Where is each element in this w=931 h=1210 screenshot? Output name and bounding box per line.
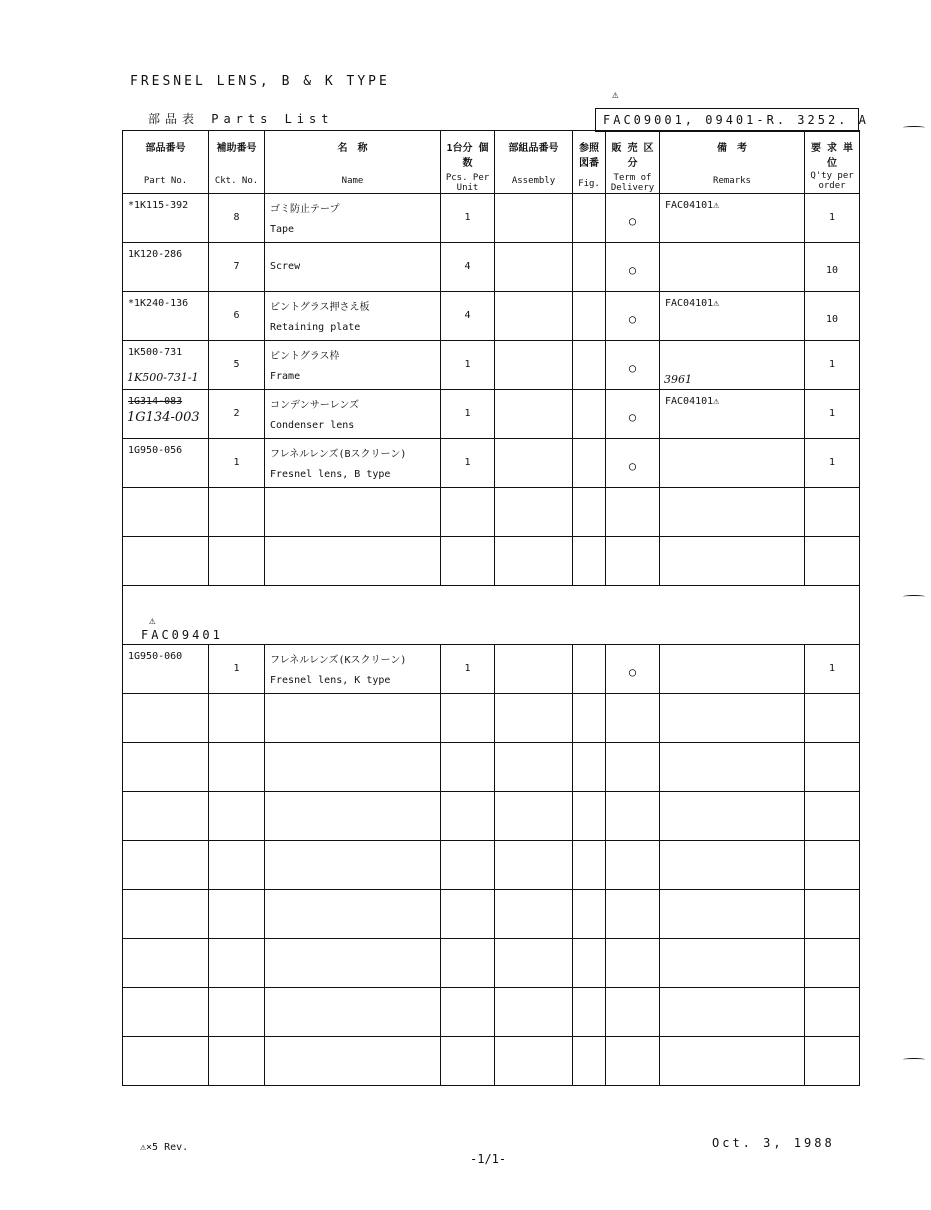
empty-row (123, 792, 860, 841)
table-row: 1G950-060 1 フレネルレンズ(Kスクリーン) Fresnel lens, K type 1 ○ 1 (123, 645, 860, 694)
table-row: *1K115-392 8 ゴミ防止テープ Tape 1 ○ FAC04101⚠ 1 (123, 194, 860, 243)
col-remarks: 備 考 Remarks (660, 131, 805, 194)
document-date: Oct. 3, 1988 (712, 1136, 835, 1150)
binder-mark (903, 126, 925, 129)
col-qty-per-order: 要 求 単 位 Q'ty per order (805, 131, 860, 194)
col-term-of-delivery: 販 売 区 分 Term of Delivery (606, 131, 660, 194)
document-title: FRESNEL LENS, B & K TYPE (130, 74, 390, 89)
col-assembly: 部組品番号 Assembly (495, 131, 573, 194)
empty-row (123, 1037, 860, 1086)
table-row: 1K120-286 7 Screw 4 ○ 10 (123, 243, 860, 292)
binder-mark (903, 595, 925, 598)
table-row: *1K240-136 6 ピントグラス押さえ板 Retaining plate 4 ○ FAC04101⚠ 10 (123, 292, 860, 341)
handwritten-part-note: 1G134-003 (127, 410, 200, 425)
table-row: 1K500-731 1K500-731-1 5 ピントグラス枠 Frame 1 ○ 3961 1 (123, 341, 860, 390)
table-row: 1G314-083 1G134-003 2 コンデンサーレンズ Condenser lens 1 ○ FAC04101⚠ 1 (123, 390, 860, 439)
empty-row (123, 841, 860, 890)
section-code: FAC09401 (141, 628, 223, 642)
col-fig: 参照 図番 Fig. (573, 131, 606, 194)
empty-row (123, 537, 860, 586)
handwritten-remark: 3961 (664, 373, 692, 386)
page-number: -1/1- (470, 1152, 507, 1166)
empty-row (123, 694, 860, 743)
empty-row (123, 939, 860, 988)
col-part-no: 部品番号 Part No. (123, 131, 209, 194)
handwritten-part-note: 1K500-731-1 (127, 371, 199, 384)
empty-row (123, 988, 860, 1037)
document-number: FAC09001, 09401-R. 3252. A (603, 113, 869, 127)
table-row: 1G950-056 1 フレネルレンズ(Bスクリーン) Fresnel lens, B type 1 ○ 1 (123, 439, 860, 488)
col-pcs-per-unit: 1台分 個 数 Pcs. Per Unit (441, 131, 495, 194)
revision-mark: ⚠ (612, 88, 619, 101)
section-revision-mark: ⚠ (149, 614, 156, 627)
col-ckt-no: 補助番号 Ckt. No. (209, 131, 265, 194)
col-name: 名 称 Name (265, 131, 441, 194)
section-divider (123, 586, 860, 645)
empty-row (123, 890, 860, 939)
binder-mark (903, 1058, 925, 1061)
empty-row (123, 743, 860, 792)
parts-list-subtitle: 部品表 Parts List (148, 112, 334, 126)
revision-count: ⚠×5 Rev. (140, 1142, 189, 1153)
parts-table (122, 130, 860, 1086)
empty-row (123, 488, 860, 537)
table-header-row (123, 131, 860, 194)
